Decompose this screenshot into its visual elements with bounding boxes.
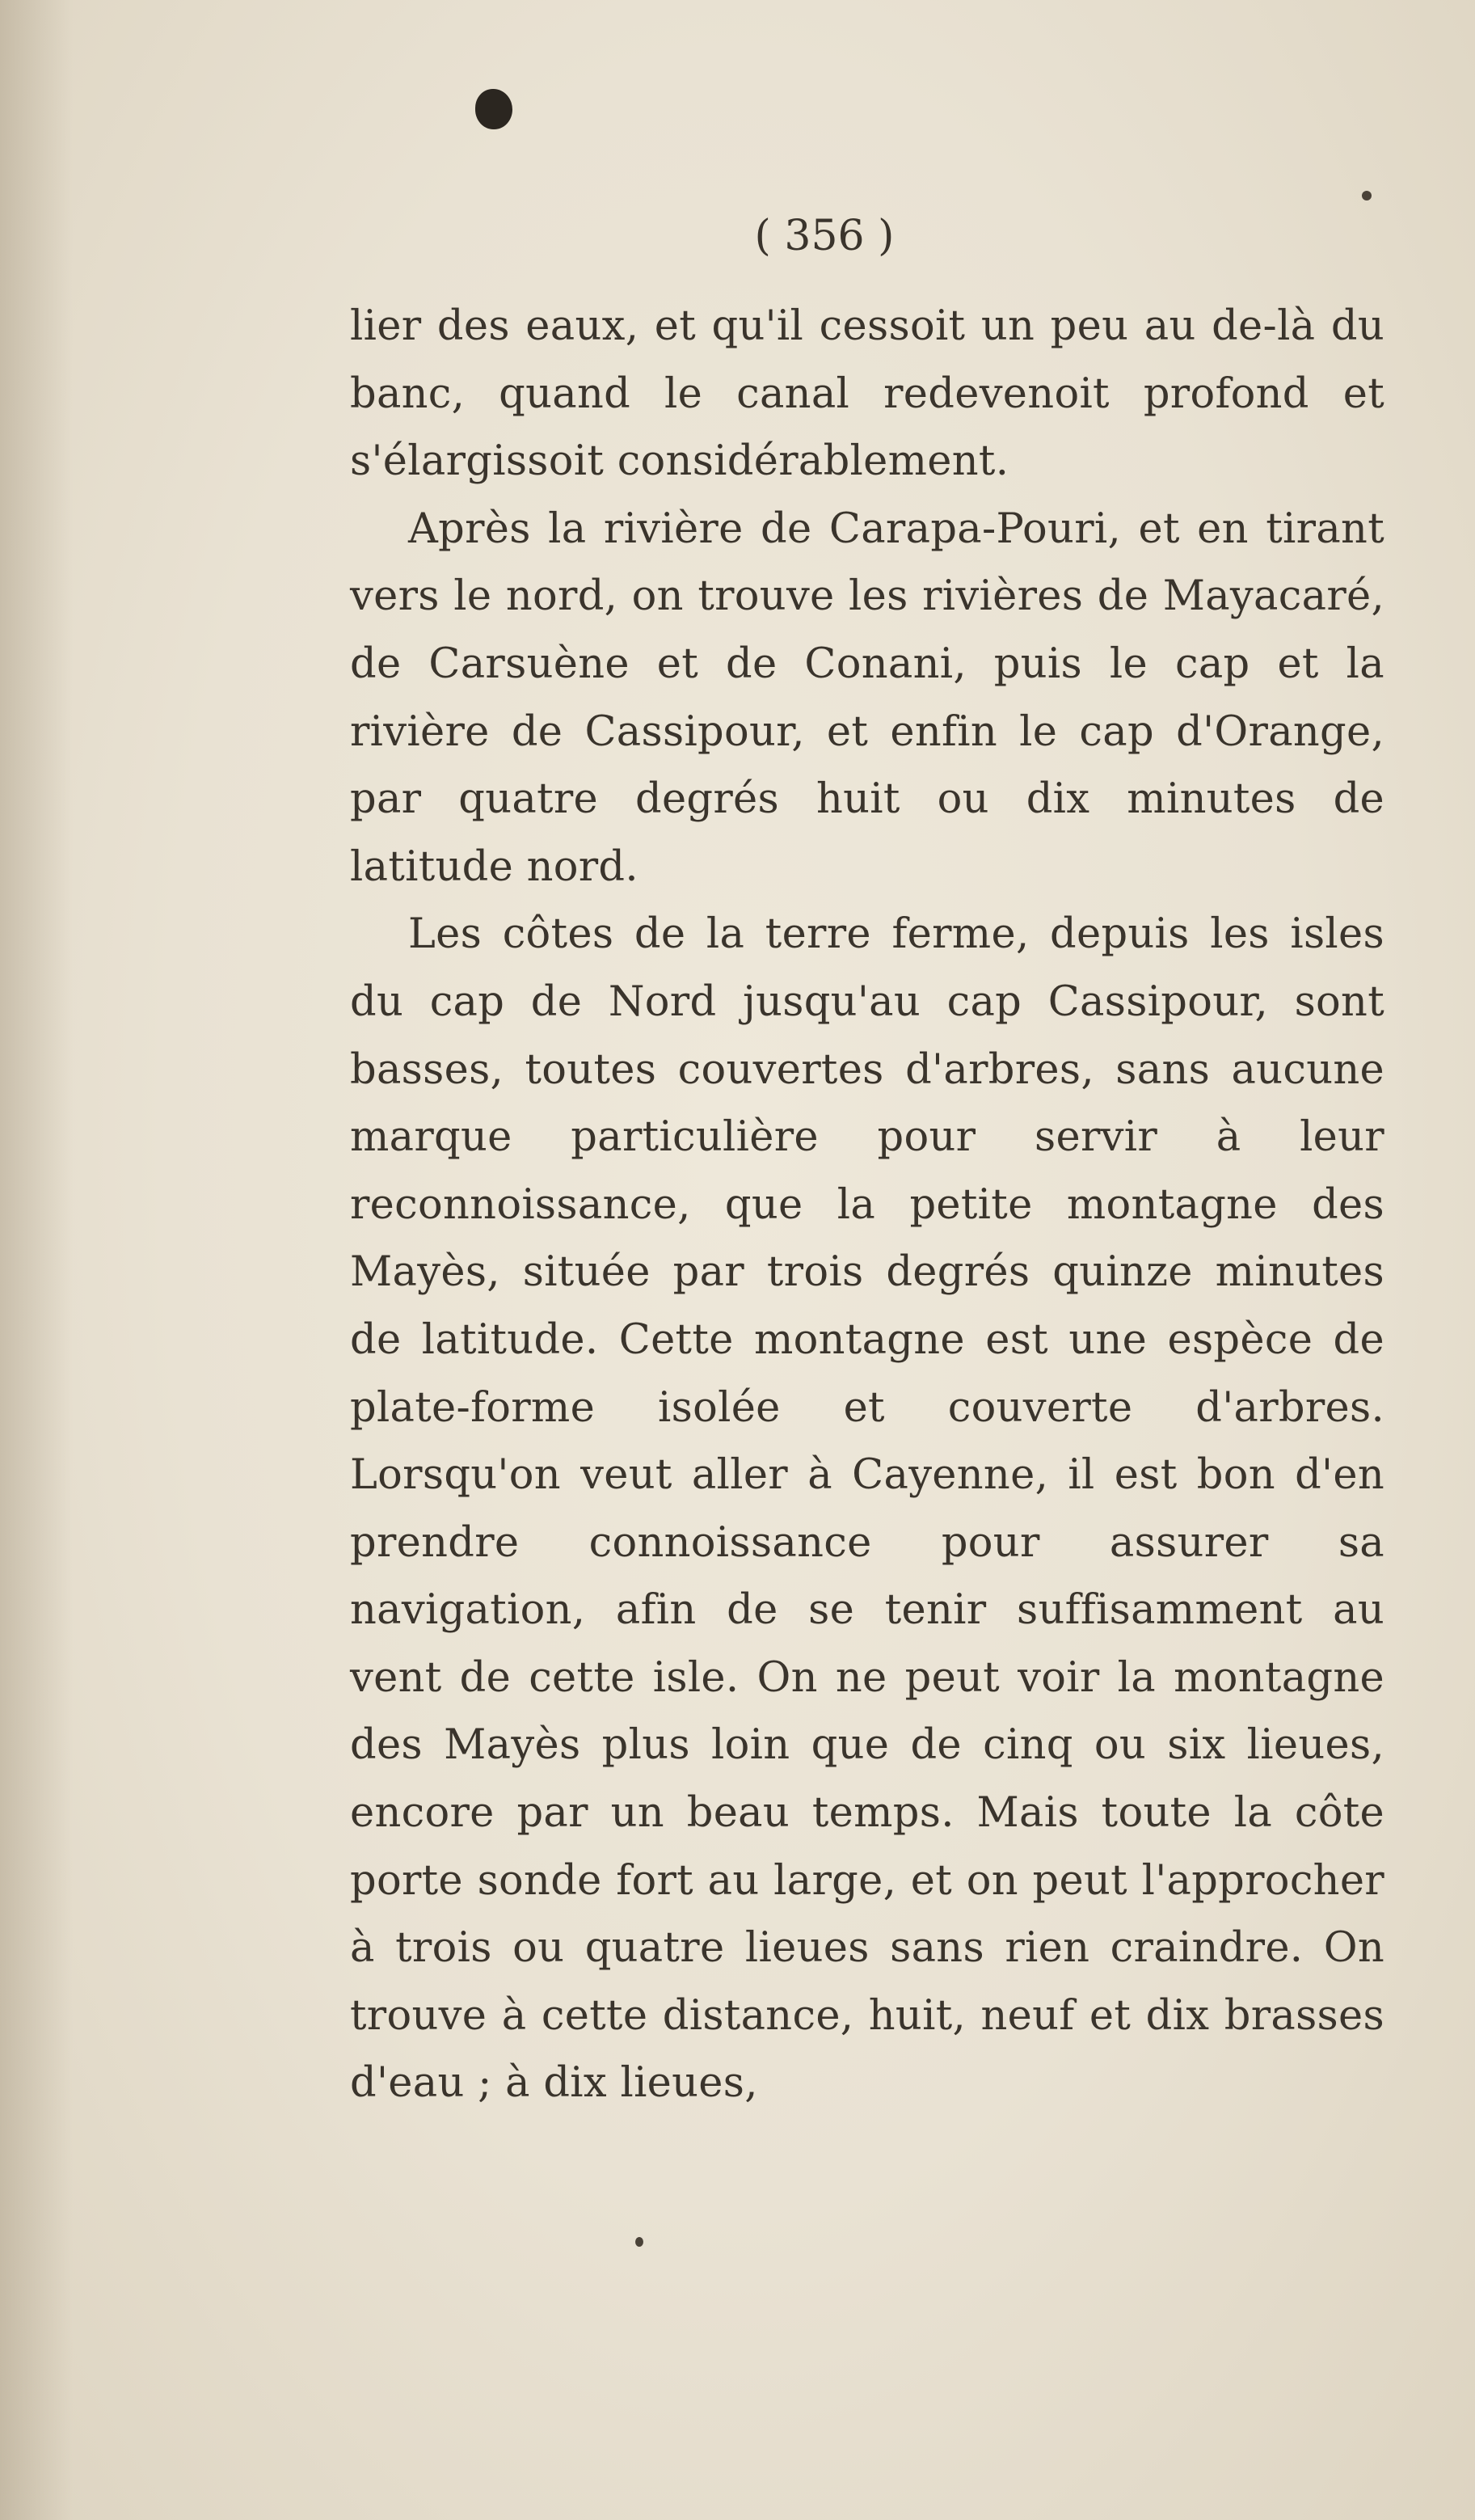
ink-blot (475, 89, 512, 129)
page-number: ( 356 ) (754, 212, 895, 260)
paragraph: Les côtes de la terre ferme, depuis les isles du cap de Nord jusqu'au cap Cassipour, sont basses, toutes couvertes d'arbres, sans aucune marque particulière pour servir à leur reconnoissance, que la petite montagne des Mayès, située par trois degrés quinze minutes de latitude. Cette montagne est une espèce de plate-forme isolée et couverte d'arbres. Lorsqu'on veut aller à Cayenne, il est bon d'en prendre connoissance pour assurer sa navigation, afin de se tenir suffisamment au vent de cette isle. On ne peut voir la montagne des Mayès plus loin que de cinq ou six lieues, encore par un beau temps. Mais toute la côte porte sonde fort au large, et on peut l'approcher à trois ou quatre lieues sans rien craindre. On trouve à cette distance, huit, neuf et dix brasses d'eau ; à dix lieues, (350, 910, 1384, 2108)
page-edge-shadow (0, 0, 73, 2520)
paragraph-continuation: lier des eaux, et qu'il cessoit un peu au de-là du banc, quand le canal redevenoit profond et s'élargissoit considérablement. (350, 302, 1384, 486)
ink-speck (1362, 191, 1372, 201)
paragraph: Après la rivière de Carapa-Pouri, et en tirant vers le nord, on trouve les rivières de Mayacaré, de Carsuène et de Conani, puis le cap et la rivière de Cassipour, et enfin le cap d'Orange, par quatre degrés huit ou dix minutes de latitude nord. (350, 504, 1384, 891)
ink-speck (635, 2237, 643, 2247)
